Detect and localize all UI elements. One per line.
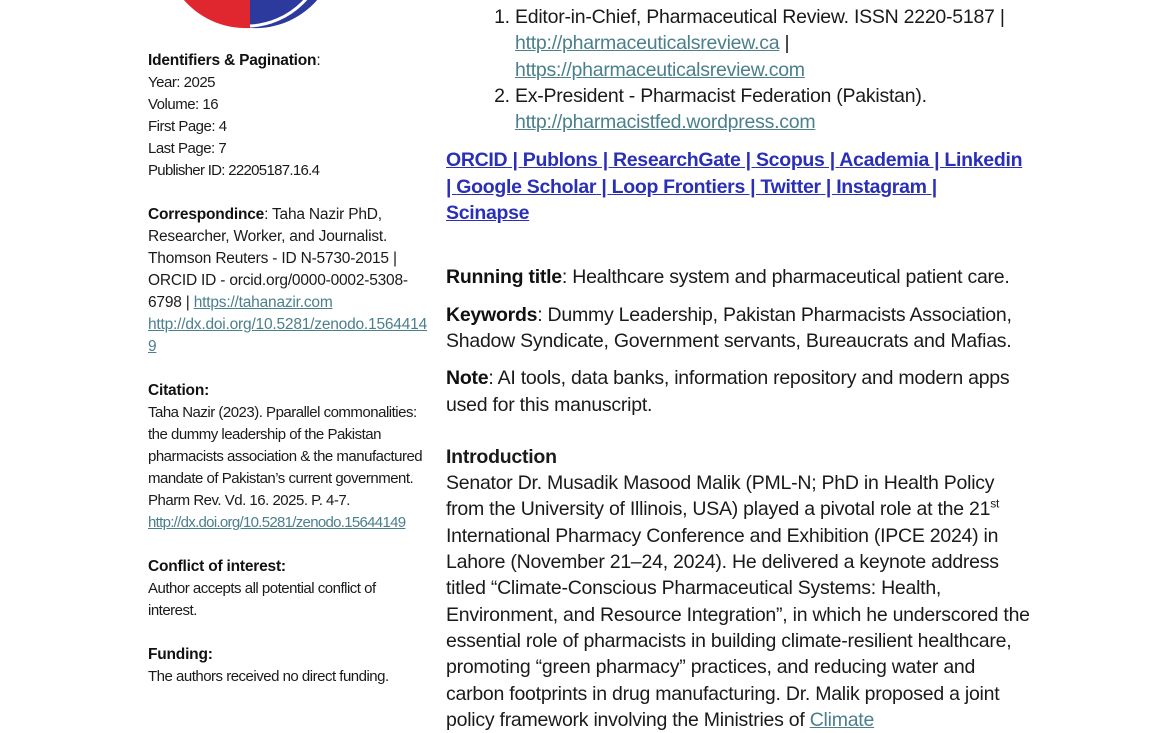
pharmaceuticalsreview-ca-link[interactable]: http://pharmaceuticalsreview.ca (515, 32, 780, 55)
scinapse-link[interactable]: Scinapse (446, 202, 530, 225)
citation-section (148, 380, 428, 534)
running-title: Running title: Healthcare system and pharmaceutical patient care. (446, 266, 1010, 289)
citation-text: Taha Nazir (2023). Pparallel commonalities: the dummy leadership of the Pakistan pharmacists association & the manufactured mandate of Pakistan’s current government. Pharm Rev. Vd. 16. 2025. P. 4-7. (148, 404, 423, 509)
affiliation-item: 1. Editor-in-Chief, Pharmaceutical Review. ISSN 2220-5187 | http://pharmaceuticalsreview.ca | https://pharmaceuticalsreview.com (515, 4, 1036, 83)
funding-text: The authors received no direct funding. (148, 668, 389, 685)
citation-heading: Citation: (148, 382, 210, 399)
conflict-section (148, 556, 428, 622)
funding-section (148, 644, 428, 688)
scopus-link[interactable]: Scopus (755, 149, 825, 172)
affiliation-item: 2. Ex-President - Pharmacist Federation (Pakistan). http://pharmacistfed.wordpress.com (515, 83, 1036, 136)
introduction-section (446, 444, 1036, 733)
article-main (446, 4, 1036, 733)
academia-link[interactable]: Academia (839, 149, 929, 172)
identifiers-heading: Identifiers & Pagination (148, 52, 317, 69)
pharmaceuticalsreview-com-link[interactable]: https://pharmaceuticalsreview.com (515, 58, 805, 81)
correspondence-doi-link[interactable]: http://dx.doi.org/10.5281/zenodo.15644149 (148, 316, 427, 355)
researchgate-link[interactable]: ResearchGate (612, 149, 741, 172)
orcid-link[interactable]: ORCID (446, 149, 508, 172)
correspondence-heading: Correspondince (148, 206, 265, 223)
first-page: First Page: 4 (148, 118, 227, 135)
linkedin-link[interactable]: Linkedin (944, 149, 1023, 172)
journal-logo (168, 0, 333, 30)
article-sidebar (148, 50, 428, 710)
conflict-text: Author accepts all potential conflict of interest. (148, 580, 376, 619)
google-scholar-link[interactable]: Google Scholar (456, 175, 597, 198)
conflict-heading: Conflict of interest: (148, 558, 286, 575)
identifiers-section: Identifiers & Pagination: Year: 2025 Volume: 16 First Page: 4 Last Page: 7 Publisher ID: 22205187.16.4 (148, 50, 428, 182)
introduction-heading: Introduction (446, 445, 557, 468)
social-links: ORCID | Publons | ResearchGate | Scopus | Academia | Linkedin | Google Scholar | Loop Frontiers | Twitter | Instagram | Scinapse (446, 149, 1023, 225)
correspondence-section (148, 204, 428, 358)
keywords: Keywords: Dummy Leadership, Pakistan Pharmacists Association, Shadow Syndicate, Government servants, Bureaucrats and Mafias. (446, 303, 1012, 352)
climate-link[interactable]: Climate (809, 708, 875, 731)
pharmacistfed-link[interactable]: http://pharmacistfed.wordpress.com (515, 111, 816, 134)
correspondence-text: : Taha Nazir PhD, Researcher, Worker, and Journalist. Thomson Reuters - ID N-5730-2015 | ORCID ID - orcid.org/0000-0002-5308-6798 | (148, 206, 408, 311)
introduction-text: Senator Dr. Musadik Masood Malik (PML-N; PhD in Health Policy from the University of Illinois, USA) played a pivotal role at the 21st International Pharmacy Conference and Exhibition (IPCE 2024) in Lahore (November 21–24, 2024). He delivered a keynote address titled “Climate-Conscious Pharmaceutical Systems: Health, Environment, and Resource Integration”, in which he underscored the essential role of pharmacists in building climate-resilient healthcare, promoting “green pharmacy” practices, and reducing water and carbon footprints in drug manufacturing. Dr. Malik proposed a joint policy framework involving the Ministries of Climate (446, 472, 1030, 731)
publisher-id: Publisher ID: 22205187.16.4 (148, 162, 320, 179)
year: Year: 2025 (148, 74, 216, 91)
note: Note: AI tools, data banks, information repository and modern apps used for this manuscript. (446, 367, 1010, 416)
author-website-link[interactable]: https://tahanazir.com (193, 294, 333, 311)
instagram-link[interactable]: Instagram (836, 175, 927, 198)
twitter-link[interactable]: Twitter (760, 175, 821, 198)
publons-link[interactable]: Publons (522, 149, 598, 172)
last-page: Last Page: 7 (148, 140, 227, 157)
citation-doi-link[interactable]: http://dx.doi.org/10.5281/zenodo.15644149 (148, 514, 406, 531)
funding-heading: Funding: (148, 646, 213, 663)
volume: Volume: 16 (148, 96, 219, 113)
author-affiliations (446, 4, 1036, 135)
loop-frontiers-link[interactable]: Loop Frontiers (611, 175, 745, 198)
